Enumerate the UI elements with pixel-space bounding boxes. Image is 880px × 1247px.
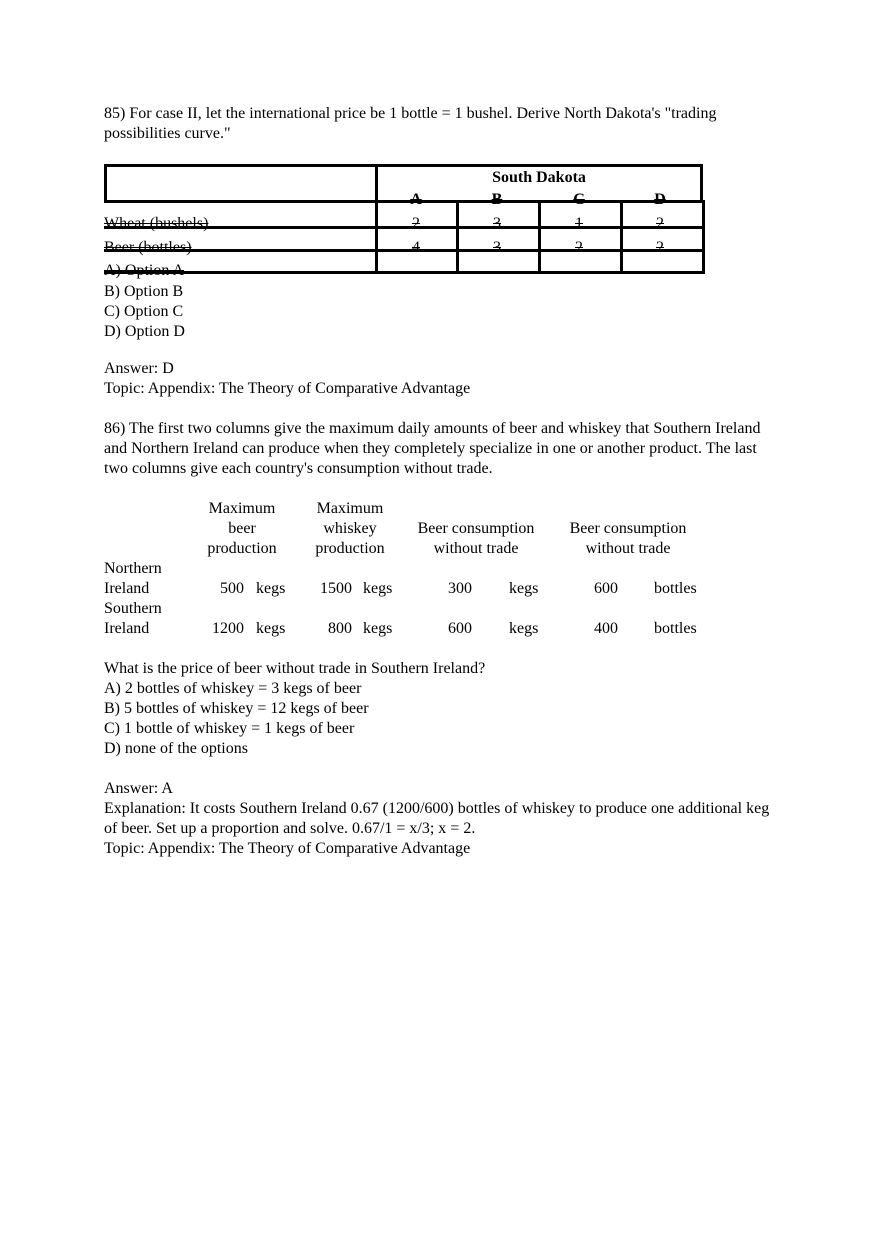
table-border-right — [702, 200, 705, 274]
cell-si-beer: 1200 — [212, 620, 244, 637]
option-86-b: B) 5 bottles of whiskey = 12 kegs of beer — [104, 700, 369, 717]
cell-ni-whiskey-unit: kegs — [363, 580, 393, 597]
production-table — [104, 499, 774, 639]
cell-beer-b: 3 — [493, 239, 501, 256]
cell-si-whiskey: 800 — [328, 620, 352, 637]
answer-86: Answer: A — [104, 780, 173, 797]
header-max-beer: Maximum beer production — [207, 500, 277, 557]
topic-86: Topic: Appendix: The Theory of Comparative Advantage — [104, 840, 471, 857]
table-rule-4 — [104, 271, 705, 274]
question-86-prompt: What is the price of beer without trade in Southern Ireland? — [104, 660, 486, 677]
option-d: D) Option D — [104, 323, 185, 340]
row-label-northern-ireland: Ireland — [104, 580, 150, 597]
table-title: South Dakota — [492, 169, 586, 186]
cell-ni-beer: 500 — [220, 580, 244, 597]
header-consumption-1: Beer consumption without trade — [417, 520, 535, 557]
table-border-left — [104, 164, 107, 202]
table-col-line-b — [456, 200, 459, 274]
answer-85: Answer: D — [104, 360, 174, 377]
option-c: C) Option C — [104, 303, 184, 320]
option-86-c: C) 1 bottle of whiskey = 1 kegs of beer — [104, 720, 355, 737]
table-col-line-c — [538, 200, 541, 274]
cell-ni-cons1: 300 — [448, 580, 472, 597]
cell-wheat-a: 2 — [412, 215, 420, 232]
question-85 — [104, 104, 774, 343]
cell-si-cons1: 600 — [448, 620, 472, 637]
table-col-line-d — [620, 200, 623, 274]
question-85-text: 85) For case II, let the international price be 1 bottle = 1 bushel. Derive North Dakota's "trading possibilities curve." — [104, 105, 717, 142]
cell-si-cons2-unit: bottles — [654, 620, 697, 637]
header-consumption-2: Beer consumption without trade — [569, 520, 687, 557]
option-86-d: D) none of the options — [104, 740, 248, 757]
cell-beer-d: 2 — [656, 239, 664, 256]
explanation-86: Explanation: It costs Southern Ireland 0.67 (1200/600) bottles of whiskey to produce one additional keg of beer. Set up a proportion and solve. 0.67/1 = x/3; x = 2. — [104, 800, 770, 837]
cell-wheat-d: 2 — [656, 215, 664, 232]
cell-si-cons2: 400 — [594, 620, 618, 637]
topic-85: Topic: Appendix: The Theory of Comparative Advantage — [104, 380, 471, 397]
column-header-a: A — [410, 191, 422, 208]
cell-ni-beer-unit: kegs — [256, 580, 286, 597]
document-page — [104, 104, 774, 859]
header-max-whiskey: Maximum whiskey production — [315, 500, 385, 557]
row-label-beer: Beer (bottles) — [104, 239, 192, 256]
row-label-southern-ireland: Ireland — [104, 620, 150, 637]
question-86-text: 86) The first two columns give the maximum daily amounts of beer and whiskey that Southern Ireland and Northern Ireland can produce when they completely specialize in one or another product. The last two columns give each country's consumption without trade. — [104, 420, 761, 477]
cell-ni-cons1-unit: kegs — [509, 580, 539, 597]
column-header-d: D — [654, 191, 666, 208]
cell-si-whiskey-unit: kegs — [363, 620, 393, 637]
option-a: A) Option A — [104, 262, 184, 279]
row-label-southern: Southern — [104, 600, 162, 617]
cell-ni-cons2: 600 — [594, 580, 618, 597]
cell-beer-c: 2 — [575, 239, 583, 256]
column-header-c: C — [573, 191, 585, 208]
cell-wheat-c: 1 — [575, 215, 583, 232]
cell-beer-a: 4 — [412, 239, 420, 256]
row-label-northern: Northern — [104, 560, 162, 577]
cell-wheat-b: 3 — [493, 215, 501, 232]
cell-si-cons1-unit: kegs — [509, 620, 539, 637]
row-label-wheat: Wheat (bushels) — [104, 215, 209, 232]
option-86-a: A) 2 bottles of whiskey = 3 kegs of beer — [104, 680, 362, 697]
cell-ni-cons2-unit: bottles — [654, 580, 697, 597]
table-border-top — [104, 164, 702, 167]
cell-ni-whiskey: 1500 — [320, 580, 352, 597]
table-border-right-top — [700, 164, 703, 202]
column-header-b: B — [491, 191, 503, 208]
cell-si-beer-unit: kegs — [256, 620, 286, 637]
option-b: B) Option B — [104, 283, 184, 300]
